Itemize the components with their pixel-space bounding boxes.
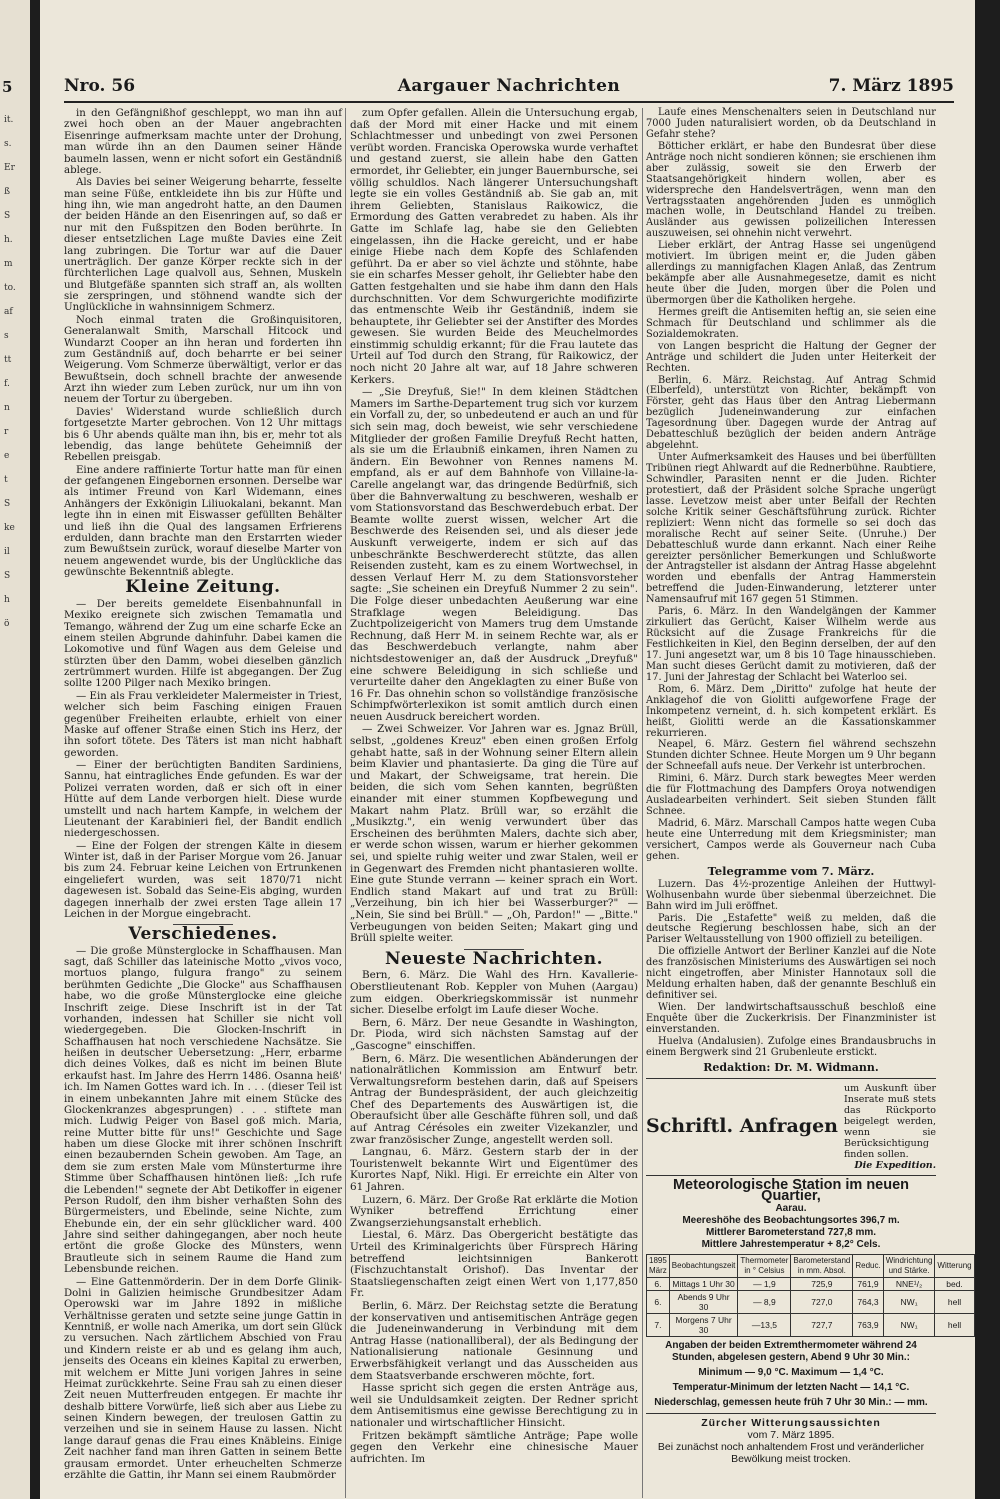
news-item: Liestal, 6. März. Das Obergericht bestätigte das Urteil des Kriminalgerichts über Fürsprech Häring betreffend leichtsinnigen Bankerott (Fischzuchtanstalt Orishof). Das Inventar der Staatsliegenschaften zeigt einen Wert von 1,177,850 Fr.	[350, 1229, 638, 1300]
article-paragraph: in den Gefängnißhof geschleppt, wo man ihn auf zwei hoch oben an der Mauer angebrachten Eisenringe aufmerksam machte unter der Drohung, man würde ihn an den Daumen seiner Hände baumeln lassen, wenn er nicht sofort ein Geständniß ablege.	[64, 108, 342, 176]
text-fragment: s	[4, 331, 9, 341]
weather-table-header: 1895 März	[647, 1254, 670, 1277]
text-fragment: e	[4, 451, 10, 461]
column-divider	[642, 108, 643, 1498]
weather-table-cell: 727,7	[791, 1313, 853, 1336]
issue-number: Nro. 56	[64, 76, 136, 96]
text-fragment: n	[4, 403, 10, 413]
news-item: Paris, 6. März. In den Wandelgängen der Kammer zirkuliert das Gerücht, Kaiser Wilhelm werde aus Rücksicht auf die Zusage Frankreichs für die Festlichkeiten in Kiel, den Beginn derselben, der auf den 17. Juni angesetzt war, um 8 bis 10 Tage hinausschieben. Man sucht dieses Gerücht damit zu motivieren, daß der 17. Juni der Jahrestag der Schlacht bei Waterloo sei.	[646, 606, 936, 683]
news-item: Bern, 6. März. Die Wahl des Hrn. Kavallerie-Oberstlieutenant Rob. Keppler von Muhen (Aargau) zum eidgen. Oberkriegskommissär ist nunmehr sicher. Dieselbe erfolgt im Laufe dieser Woche.	[350, 969, 638, 1017]
weather-table-cell: Mittags 1 Uhr 30	[669, 1277, 738, 1290]
previous-page-number: 5	[2, 78, 13, 96]
news-item: Berlin, 6. März. Der Reichstag setzte die Beratung der konservativen und antisemitischen Anträge gegen die Judeneinwanderung in Verbindung mit dem Antrag Hasse (nationalliberal), der als Bedingung der Nationalisierung nationale Gesinnung und Erwerbsfähigkeit verlangt und das Ausscheiden aus dem Staatsverbande erschweren möchte, fort.	[350, 1299, 638, 1382]
news-item: Madrid, 6. März. Marschall Campos hatte wegen Cuba heute eine Unterredung mit dem Kriegsminister; man versichert, Campos werde als Gouverneur nach Cuba gehen.	[646, 818, 936, 862]
text-fragment: S	[4, 499, 11, 509]
text-fragment: ö	[4, 619, 10, 629]
weather-table-header: Thermometer in ° Celsius	[738, 1254, 791, 1277]
newspaper-title: Aargauer Nachrichten	[397, 76, 621, 96]
news-item: — Eine der Folgen der strengen Kälte in diesem Winter ist, daß in der Pariser Morgue vom 26. Januar bis zum 24. Februar keine Leichen von Ertrunkenen eingeliefert wurden, was seit 1870/71 nicht dagewesen ist. Sobald das Seine-Eis abging, wurden dagegen innerhalb der zwei ersten Tage allein 17 Leichen in der Morgue eingebracht.	[64, 840, 342, 920]
weather-minmax: Minimum — 9,0 °C. Maximum — 1,4 °C.	[698, 1366, 884, 1378]
weather-table-cell: Abends 9 Uhr 30	[669, 1290, 738, 1313]
weather-station-box	[646, 1176, 972, 1409]
weather-table-cell: hell	[935, 1290, 974, 1313]
weather-table-row	[647, 1277, 975, 1290]
forecast-title: Zürcher Witterungsaussichten	[701, 1416, 881, 1429]
text-fragment: to.	[4, 283, 16, 293]
scan-border	[975, 0, 1000, 1499]
weather-table-cell: hell	[935, 1313, 974, 1336]
forecast-text: Bei zunächst noch anhaltendem Frost und veränderlicher Bewölkung meist trocken.	[657, 1440, 925, 1465]
ad-headline: Schriftl. Anfragen	[646, 1115, 838, 1138]
weather-table	[646, 1254, 975, 1337]
text-fragment: ke	[4, 523, 15, 533]
previous-page-edge	[0, 0, 30, 1499]
newspaper-page	[40, 0, 975, 1499]
news-item: — Eine Gattenmörderin. Der in dem Dorfe Glinik-Dolni in Galizien heimische Grundbesitzer Adam Operowski war im Jahre 1892 in mißliche Verhältnisse geraten und setzte seine junge Gattin in Kenntniß, er wolle nach Amerika, um dort sein Glück zu versuchen. Nach zärtlichem Abschied von Frau und Kindern reiste er ab und es gelang ihm auch, jenseits des Oceans ein kleines Kapital zu erwerben, mit welchem er Mitte Juni vorigen Jahres in seine Heimat zurückkehrte. Seine Frau sah zu einen dieser Zeit neuen Mutterfreuden entgegen. Er machte ihr deshalb bittere Vorwürfe, ließ sich aber aus Liebe zu seinen Kindern bewegen, der treulosen Gattin zu verzeihen und sie in seinem Hause zu lassen. Nicht lange darauf genas die Frau eines Knäbleins. Einige Zeit nachher fand man ihren Gatten in seinem Bette grausam ermordet. Unter erheuchelten Schmerze erzählte die Gattin, ihr Mann sei einem Raubmörder	[64, 1276, 342, 1481]
news-item: Hermes greift die Antisemiten heftig an, sie seien eine Schmach für Deutschland und schlimmer als die Sozialdemokraten.	[646, 306, 936, 340]
news-item: — Einer der berüchtigten Banditen Sardiniens, Sannu, hat eintragliches Ende gefunden. Es war der Polizei verraten worden, daß er sich oft in einer Hütte auf dem Lande verborgen hielt. Diese wurde umstellt und nach hartem Kampfe, in welchem der Lieutenant der Karabinieri fiel, der Bandit endlich niedergeschossen.	[64, 760, 342, 840]
weather-night-min: Temperatur-Minimum der letzten Nacht — 14,1 °C.	[672, 1381, 910, 1393]
article-paragraph: Als Davies bei seiner Weigerung beharrte, fesselte man seine Füße, entkleidete ihn bis zur Hüfte und hing ihn, wie man angedroht hatte, an den Daumen der beiden Hände an den Eisenringen auf, so daß er nur mit den Fußspitzen den Boden berührte. In dieser entsetzlichen Lage mußte Davies eine Zeit lang zubringen. Die Tortur war auf die Dauer unerträglich. Der ganze Körper reckte sich in der fürchterlichen Lage qualvoll aus, Sehnen, Muskeln und Blutgefäße spannten sich straff an, als wollten sie zerspringen, und stöhnend wandte sich der Unglückliche in wahnsinnigem Schmerz.	[64, 177, 342, 314]
news-item: — Der bereits gemeldete Eisenbahnunfall in Mexiko ereignete sich zwischen Temamatla und Temango, während der Zug um eine scharfe Ecke an einem steilen Abgrunde dahinfuhr. Dabei kamen die Lokomotive und fünf Wagen aus dem Geleise und stürzten über den Damm, wobei dieselben gänzlich zertrümmert wurden. Hilfe ist abgegangen. Der Zug sollte 1200 Pilger nach Mexiko bringen.	[64, 598, 342, 690]
weather-table-header: Barometerstand in mm. Absol.	[791, 1254, 853, 1277]
text-fragment: t	[4, 475, 8, 485]
text-fragment: h	[4, 595, 10, 605]
article-paragraph: — „Sie Dreyfuß, Sie!" In dem kleinen Städtchen Mamers im Sarthe-Departement trug sich vor kurzem ein Vorfall zu, der, so unbedeutend er auch an und für sich sein mag, doch beweist, wie sehr verschiedene Mitglieder der großen Familie Dreyfuß Recht hatten, als sie um die Erlaubniß einkamen, ihren Namen zu ändern. Ein Bewohner von Rennes namens M. empfand, als er auf dem Bahnhofe von Villaine-la-Carelle angelangt war, das dringende Bedürfniß, sich über die Bahnverwaltung zu beschweren, weshalb er vom Stationsvorstand das Beschwerdebuch erbat. Der Beamte wollte zuerst wissen, welcher Art die Beschwerde des Reisenden sei, und als dieser jede Auskunft verweigerte, indem er sich auf das unbeschränkte Beschwerderecht stützte, das allen Reisenden zusteht, kam es zu einem Wortwechsel, in dessen Verlauf Herr M. zu dem Stationsvorsteher sagte: „Sie scheinen ein Dreyfuß Nummer 2 zu sein". Die Folge dieser unbedachten Aeußerung war eine Strafklage wegen Beleidigung. Das Zuchtpolizeigericht von Mamers trug dem Umstande Rechnung, daß Herr M. in seinem Rechte war, als er das Beschwerdebuch verlangte, nahm aber nichtsdestoweniger an, daß der Ausdruck „Dreyfuß" eine schwere Beleidigung in sich schließe und verurteilte daher den Angeklagten zu einer Buße von 16 Fr. Das ohnehin schon so vollständige französische Schimpfwörterlexikon ist somit amtlich durch einen neuen Ausdruck bereichert worden.	[350, 386, 638, 723]
telegram-item: Wien. Der landwirtschaftsausschuß beschloß eine Enquête über die Zuckerkrisis. Der Finanzminister ist einverstanden.	[646, 1002, 936, 1035]
text-fragment: S	[4, 571, 11, 581]
news-item: Berlin, 6. März. Reichstag. Auf Antrag Schmid (Elberfeld), unterstützt von Richter, bekämpft von Förster, geht das Haus über den Antrag Liebermann bezüglich Judeneinwanderung zur einfachen Tagesordnung über. Dagegen wurde der Antrag auf Debatteschluß bezüglich der beiden andern Anträge abgelehnt.	[646, 374, 936, 452]
news-item: — Die große Münsterglocke in Schaffhausen. Man sagt, daß Schiller das lateinische Motto „vivos voco, mortuos plango, fulgura frango" zu seinem berühmten Gedichte „Die Glocke" aus Schaffhausen habe, wo die große Münsterglocke eine gleiche Inschrift zeige. Diese Inschrift ist in der Tat vorhanden, indessen hat Schiller sie nicht voll wiedergegeben. Die Glocken-Inschrift in Schaffhausen hat noch verschiedene Nachsätze. Sie heißen in deutscher Uebersetzung: „Herr, erbarme dich deines Volkes, daß es nicht im beinen Blute erkaufst hast. Im Jahre des Herrn 1486. Osanna heiß' ich. Im Namen Gottes ward ich. In . . . (dieser Teil ist in einem unbekannten Jahre mit einem Stücke des Glockenkranzes abgesprungen) . . . stiftete man mich. Ludwig Peiger von Basel goß mich. Maria, reine Mutter bitte für uns!" Geschichte und Sage haben um diese Glocke mit ihrer schönen Inschrift einen bezaubernden Schein gewoben. Am Tage, an dem sie zum ersten Male vom Münsterturme ihre Stimme über Schaffhausen hintönen ließ: „Ich rufe die Lebenden!" segnete der Abt Detikoffer in eigener Person Rudolf, den ihm bisher verhaßten Sohn des Bürgermeisters, und Ebelinde, seine Nichte, zum Ehebunde ein, der ein sehr glücklicher ward. 400 Jahre sind seither dahingegangen, aber noch heute ertönt die große Glocke des Münsters, wenn Brautleute sich in seinem Raume die Hand zum Lebensbunde reichen.	[64, 945, 342, 1276]
news-item: — Ein als Frau verkleideter Malermeister in Triest, welcher sich beim Fasching einigen Frauen gegenüber Freiheiten erlaubte, erhielt von einer Maske auf offener Straße einen Stich ins Herz, der ihn sofort tötete. Des Täters ist man nicht habhaft geworden.	[64, 690, 342, 759]
column-2	[350, 108, 638, 1466]
column-divider	[345, 108, 346, 1498]
advertisement-box	[646, 1078, 936, 1176]
news-item: Luzern, 6. März. Der Große Rat erklärte die Motion Wyniker betreffend Errichtung einer Zwangserziehungsanstalt erheblich.	[350, 1193, 638, 1229]
text-fragment: af	[4, 307, 13, 317]
text-fragment: s.	[4, 139, 12, 149]
news-item: Bern, 6. März. Der neue Gesandte in Washington, Dr. Pioda, wird sich nächsten Samstag auf der „Gascogne" einschiffen.	[350, 1016, 638, 1052]
ad-signature: Die Expedition.	[854, 1159, 936, 1171]
news-item: Bern, 6. März. Die wesentlichen Abänderungen der nationalrätlichen Kommission am Entwurf betr. Verwaltungsreform bestehen darin, daß auf Speisers Antrag der Bundespräsident, der auch gleichzeitig Chef des Departements des Auswärtigen ist, die Oberaufsicht über alle Geschäfte führen soll, und daß auf Antrag Cérésoles ein zweiter Vizekanzler, und zwar französischer Zunge, angestellt werden soll.	[350, 1052, 638, 1146]
weather-table-cell: NW₁	[883, 1313, 935, 1336]
text-fragment: f.	[4, 379, 10, 389]
weather-table-cell: NW₁	[883, 1290, 935, 1313]
telegram-item: Paris. Die „Estafette" weiß zu melden, daß die deutsche Regierung beschlossen habe, sich an der Pariser Weltausstellung von 1900 offiziell zu beteiligen.	[646, 912, 936, 946]
weather-table-header: Witterung	[935, 1254, 974, 1277]
article-paragraph: zum Opfer gefallen. Allein die Untersuchung ergab, daß der Mord mit einer Hacke und mit einem Schlachtmesser und unbedingt von zwei Personen verübt worden. Franciska Operowska wurde verhaftet und gestand zuerst, sie allein habe den Gatten ermordet, ihr Geliebter, ein junger Bauernbursche, sei völlig schuldlos. Nach längerer Untersuchungshaft legte sie ein volles Geständniß ab. Sie gab an, mit ihrem Geliebten, Stanislaus Raikowicz, die Ermordung des Gatten verabredet zu haben. Als ihr Gatte im Schlafe lag, habe sie den Geliebten eingelassen, ihn die Hacke gereicht, und er habe einige Hiebe nach dem Kopfe des Schlafenden geführt. Da er aber so viel ächzte und stöhnte, habe sie ein scharfes Messer geholt, ihr Geliebter habe den Gatten festgehalten und sie habe ihm dann den Hals durchschnitten. Vor dem Schwurgerichte modifizirte das entmenschte Weib ihr Geständniß, indem sie behauptete, ihr Geliebter sei der Anstifter des Mordes gewesen. Sie wurden Beide des Meuchelmordes einstimmig schuldig erkannt; für die Frau lautete das Urteil auf Tod durch den Strang, für Raikowicz, der noch nicht 20 Jahre alt war, auf 18 Jahre schweren Kerkers.	[350, 107, 638, 386]
weather-table-cell: 764,3	[853, 1290, 883, 1313]
text-fragment: Er	[4, 163, 15, 173]
article-paragraph: — Zwei Schweizer. Vor Jahren war es. Jgnaz Brüll, selbst, „goldenes Kreuz" eben einen großen Erfolg gehabt hatte, saß in der Wohnung seiner Eltern allein beim Klavier und phantasierte. Da ging die Türe auf und Makart, der Schweigsame, trat herein. Die beiden, die sich vom Sehen kannten, begrüßten einander mit einer stummen Kopfbewegung und Makart nahm Platz. Brüll war, so erzählt die „Musikztg.", ein wenig verwundert über das Erscheinen des berühmten Malers, dachte sich aber, er werde schon wissen, warum er hierher gekommen sei, und spielte ruhig weiter und zwar Stalen, weil er in Gegenwart des Fremden nicht phantasieren wollte. Eine gute Stunde verrann — keiner sprach ein Wort. Endlich stand Makart auf und trat zu Brüll: „Verzeihung, bin ich hier bei Wasserburger?" — „Nein, Sie sind bei Brüll." — „Oh, Pardon!" — „Bitte." Verbeugungen von beiden Seiten; Makart ging und Brüll spielte weiter.	[350, 723, 638, 945]
weather-note: Angaben der beiden Extremthermometer während 24 Stunden, abgelesen gestern, Abend 9 Uhr 30 Min.:	[665, 1339, 917, 1363]
article-paragraph: Eine andere raffinierte Tortur hatte man für einen der gefangenen Eingebornen ersonnen. Derselbe war als intimer Freund von Karl Widemann, eines Anhängers der Exkönigin Liliuokalani, bekannt. Man legte ihn in einen mit Eiswasser gefüllten Behälter und ließ ihn die Qual des langsamen Erfrierens erdulden, dann brachte man den Erstarrten wieder zum Bewußtsein zurück, worauf dieselbe Marter von neuem angewendet wurde, bis der Unglückliche das gewünschte Bekenntniß ablegte.	[64, 464, 342, 578]
weather-table-cell: 727,0	[791, 1290, 853, 1313]
weather-temperature: Mittlere Jahrestemperatur + 8,2° Cels.	[701, 1238, 881, 1250]
text-fragment: h.	[4, 235, 13, 245]
weather-table-cell: 6.	[647, 1277, 670, 1290]
weather-table-cell: 761,9	[853, 1277, 883, 1290]
section-header-neueste-nachrichten: Neueste Nachrichten.	[384, 948, 604, 969]
weather-title: Meteorologische Station im neuen Quartier,	[672, 1176, 910, 1204]
weather-table-cell: 763,9	[853, 1313, 883, 1336]
news-item: Rom, 6. März. Dem „Diritto" zufolge hat heute der Anklagehof die von Giolitti aufgeworfene Frage der Inkompetenz verneint, d. h. sich kompetent erklärt. Es heißt, Giolitti werde an die Kassationskammer rekurrieren.	[646, 683, 936, 739]
weather-table-header: Reduc.	[853, 1254, 883, 1277]
column-3	[646, 107, 972, 1465]
masthead-rule	[64, 101, 954, 103]
text-fragment: il	[4, 547, 10, 557]
weather-table-header: Beobachtungszeit	[669, 1254, 738, 1277]
weather-altitude: Meereshöhe des Beobachtungsortes 396,7 m.	[682, 1214, 900, 1226]
weather-table-header: Windrichtung und Stärke.	[883, 1254, 935, 1277]
article-paragraph: Davies' Widerstand wurde schließlich durch fortgesetzte Marter gebrochen. Von 12 Uhr mittags bis 6 Uhr abends quälte man ihn, bis er, mehr tot als lebendig, das lange behütete Geheimniß der Rebellen preisgab.	[64, 406, 342, 464]
weather-table-row	[647, 1313, 975, 1336]
section-header-telegramme: Telegramme vom 7. März.	[707, 863, 875, 878]
news-item: Unter Aufmerksamkeit des Hauses und bei überfüllten Tribünen riegt Ahlwardt auf die Rednerbühne. Raubtiere, Schwindler, Parasiten nennt er die Juden. Richter protestiert, daß der Präsident solche Sprache ungerügt lasse. Levetzow meist aber unter Beifall der Rechten solche Kritik seiner Geschäftsführung zurück. Richter repliziert: Wenn nicht das formelle so sei doch das moralische Recht auf seiner Seite. (Unruhe.) Der Debatteschluß wurde dann erkannt. Nach einer Reihe gereizter persönlicher Bemerkungen und Schlußworte der Antragsteller ist alsdann der Antrag Hasse abgelehnt worden und ebenfalls der Antrag Hammerstein betreffend die Juden-Einwanderung, letzterer unter Namensaufruf mit 167 gegen 51 Stimmen.	[646, 452, 936, 606]
redaktion-line: Redaktion: Dr. M. Widmann.	[703, 1060, 879, 1074]
text-fragment: m	[4, 259, 13, 269]
text-fragment: it.	[4, 115, 14, 125]
text-fragment: tt	[4, 355, 12, 365]
forecast-date: vom 7. März 1895.	[747, 1428, 835, 1441]
news-item: Laufe eines Menschenalters seien in Deutschland nur 7000 Juden naturalisiert worden, ob da Deutschland in Gefahr stehe?	[646, 107, 936, 140]
telegram-item: Die offizielle Antwort der Berliner Kanzlei auf die Note des französischen Ministeriums des Auswärtigen sei noch nicht eingetroffen, aber Minister Hannotaux soll die Meldung erhalten haben, daß der genannte Beschluß ein definitiver sei.	[646, 946, 936, 1002]
section-header-verschiedenes: Verschiedenes.	[128, 924, 278, 945]
news-item: Lieber erklärt, der Antrag Hasse sei ungenügend motiviert. Im übrigen meint er, die Juden gäben allerdings zu mannigfachen Klagen Anlaß, das Zentrum bekämpfe aber alle Ausnahmegesetze, damit es nicht heute über die Juden, morgen über die Polen und übermorgen über die Katholiken hergehe.	[646, 240, 936, 306]
telegram-item: Luzern. Das 4½-prozentige Anleihen der Huttwyl-Wolhusenbahn wurde über siebenmal überzeichnet. Die Bahn wird im Juli eröffnet.	[646, 878, 936, 912]
weather-table-cell: — 1,9	[738, 1277, 791, 1290]
article-paragraph: Noch einmal traten die Großinquisitoren, Generalanwalt Smith, Marschall Hitcock und Wundarzt Cooper an ihn heran und forderten ihn zum Geständniß auf, doch beharrte er bei seiner Weigerung. Vom Schmerze überwältigt, verlor er das Bewußtsein, doch schnell brachte der anwesende Arzt ihn wieder zum Leben zurück, nur um ihn von neuem der Tortur zu übergeben.	[64, 314, 342, 406]
weather-table-cell: NNE¹/₂	[883, 1277, 935, 1290]
weather-table-cell: 725,9	[791, 1277, 853, 1290]
news-item: Neapel, 6. März. Gestern fiel während sechszehn Stunden dichter Schnee. Heute Morgen um 9 Uhr begann der Schneefall aufs neue. Der Verkehr ist unterbrochen.	[646, 739, 936, 773]
news-item: von Langen bespricht die Haltung der Gegner der Anträge und schildert die Juden unter Heiterkeit der Rechten.	[646, 340, 936, 374]
news-item: Rimini, 6. März. Durch stark bewegtes Meer werden die für Flottmachung des Dampfers Oroya notwendigen Ausladearbeiten verhindert. Seit sieben Stunden fällt Schnee.	[646, 773, 936, 818]
weather-precipitation: Niederschlag, gemessen heute früh 7 Uhr 30 Min.: — mm.	[654, 1396, 928, 1408]
weather-table-cell: — 8,9	[738, 1290, 791, 1313]
news-item: Fritzen bekämpft sämtliche Anträge; Pape wolle gegen den Verkehr eine chinesische Mauer aufrichten. Im	[350, 1429, 638, 1465]
text-fragment: S	[4, 211, 11, 221]
masthead	[64, 76, 954, 98]
weather-place: Aarau.	[775, 1202, 807, 1214]
text-fragment: ß	[4, 187, 11, 197]
text-fragment: r	[4, 427, 9, 437]
weather-table-cell: 6.	[647, 1290, 670, 1313]
telegram-item: Huelva (Andalusien). Zufolge eines Brandausbruchs in einem Bergwerk sind 21 Grubenleute erstickt.	[646, 1035, 936, 1058]
weather-barometer: Mittlerer Barometerstand 727,8 mm.	[705, 1226, 877, 1238]
issue-date: 7. März 1895	[828, 76, 954, 96]
weather-table-cell: Morgens 7 Uhr 30	[669, 1313, 738, 1336]
ad-text: um Auskunft über Inserate muß stets das Rückporto beigelegt werden, wenn sie Berücksichtigung finden sollen.	[843, 1082, 936, 1160]
zurich-forecast	[646, 1413, 936, 1465]
news-item: Hasse spricht sich gegen die ersten Anträge aus, weil sie Unduldsamkeit zeigten. Der Redner spricht dem Antisemitismus eine gewisse Berechtigung zu in nationaler und wirtschaftlicher Hinsicht.	[350, 1382, 638, 1429]
news-item: Langnau, 6. März. Gestern starb der in der Touristenwelt bekannte Wirt und Eigentümer des Kurortes Napf, Nikl. Higi. Er erreichte ein Alter von 61 Jahren.	[350, 1146, 638, 1194]
news-item: Bötticher erklärt, er habe den Bundesrat über diese Anträge noch nicht sondieren können; sie erschienen ihm aber zulässig, soweit sie den Erwerb der Staatsangehörigkeit hindern wollen, aber es widerspreche den Handelsverträgen, wenn man den Vertragsstaaten angehörenden Juden es unmöglich machen wolle, in Deutschland Handel zu treiben. Ausländer aus gewissen polizeilichen Interessen auszuweisen, sei ohnehin nicht verwehrt.	[646, 140, 936, 240]
column-1	[64, 108, 342, 1482]
weather-table-cell: bed.	[935, 1277, 974, 1290]
weather-table-cell: —13,5	[738, 1313, 791, 1336]
section-header-kleine-zeitung: Kleine Zeitung.	[125, 577, 281, 598]
weather-table-row	[647, 1290, 975, 1313]
weather-table-cell: 7.	[647, 1313, 670, 1336]
